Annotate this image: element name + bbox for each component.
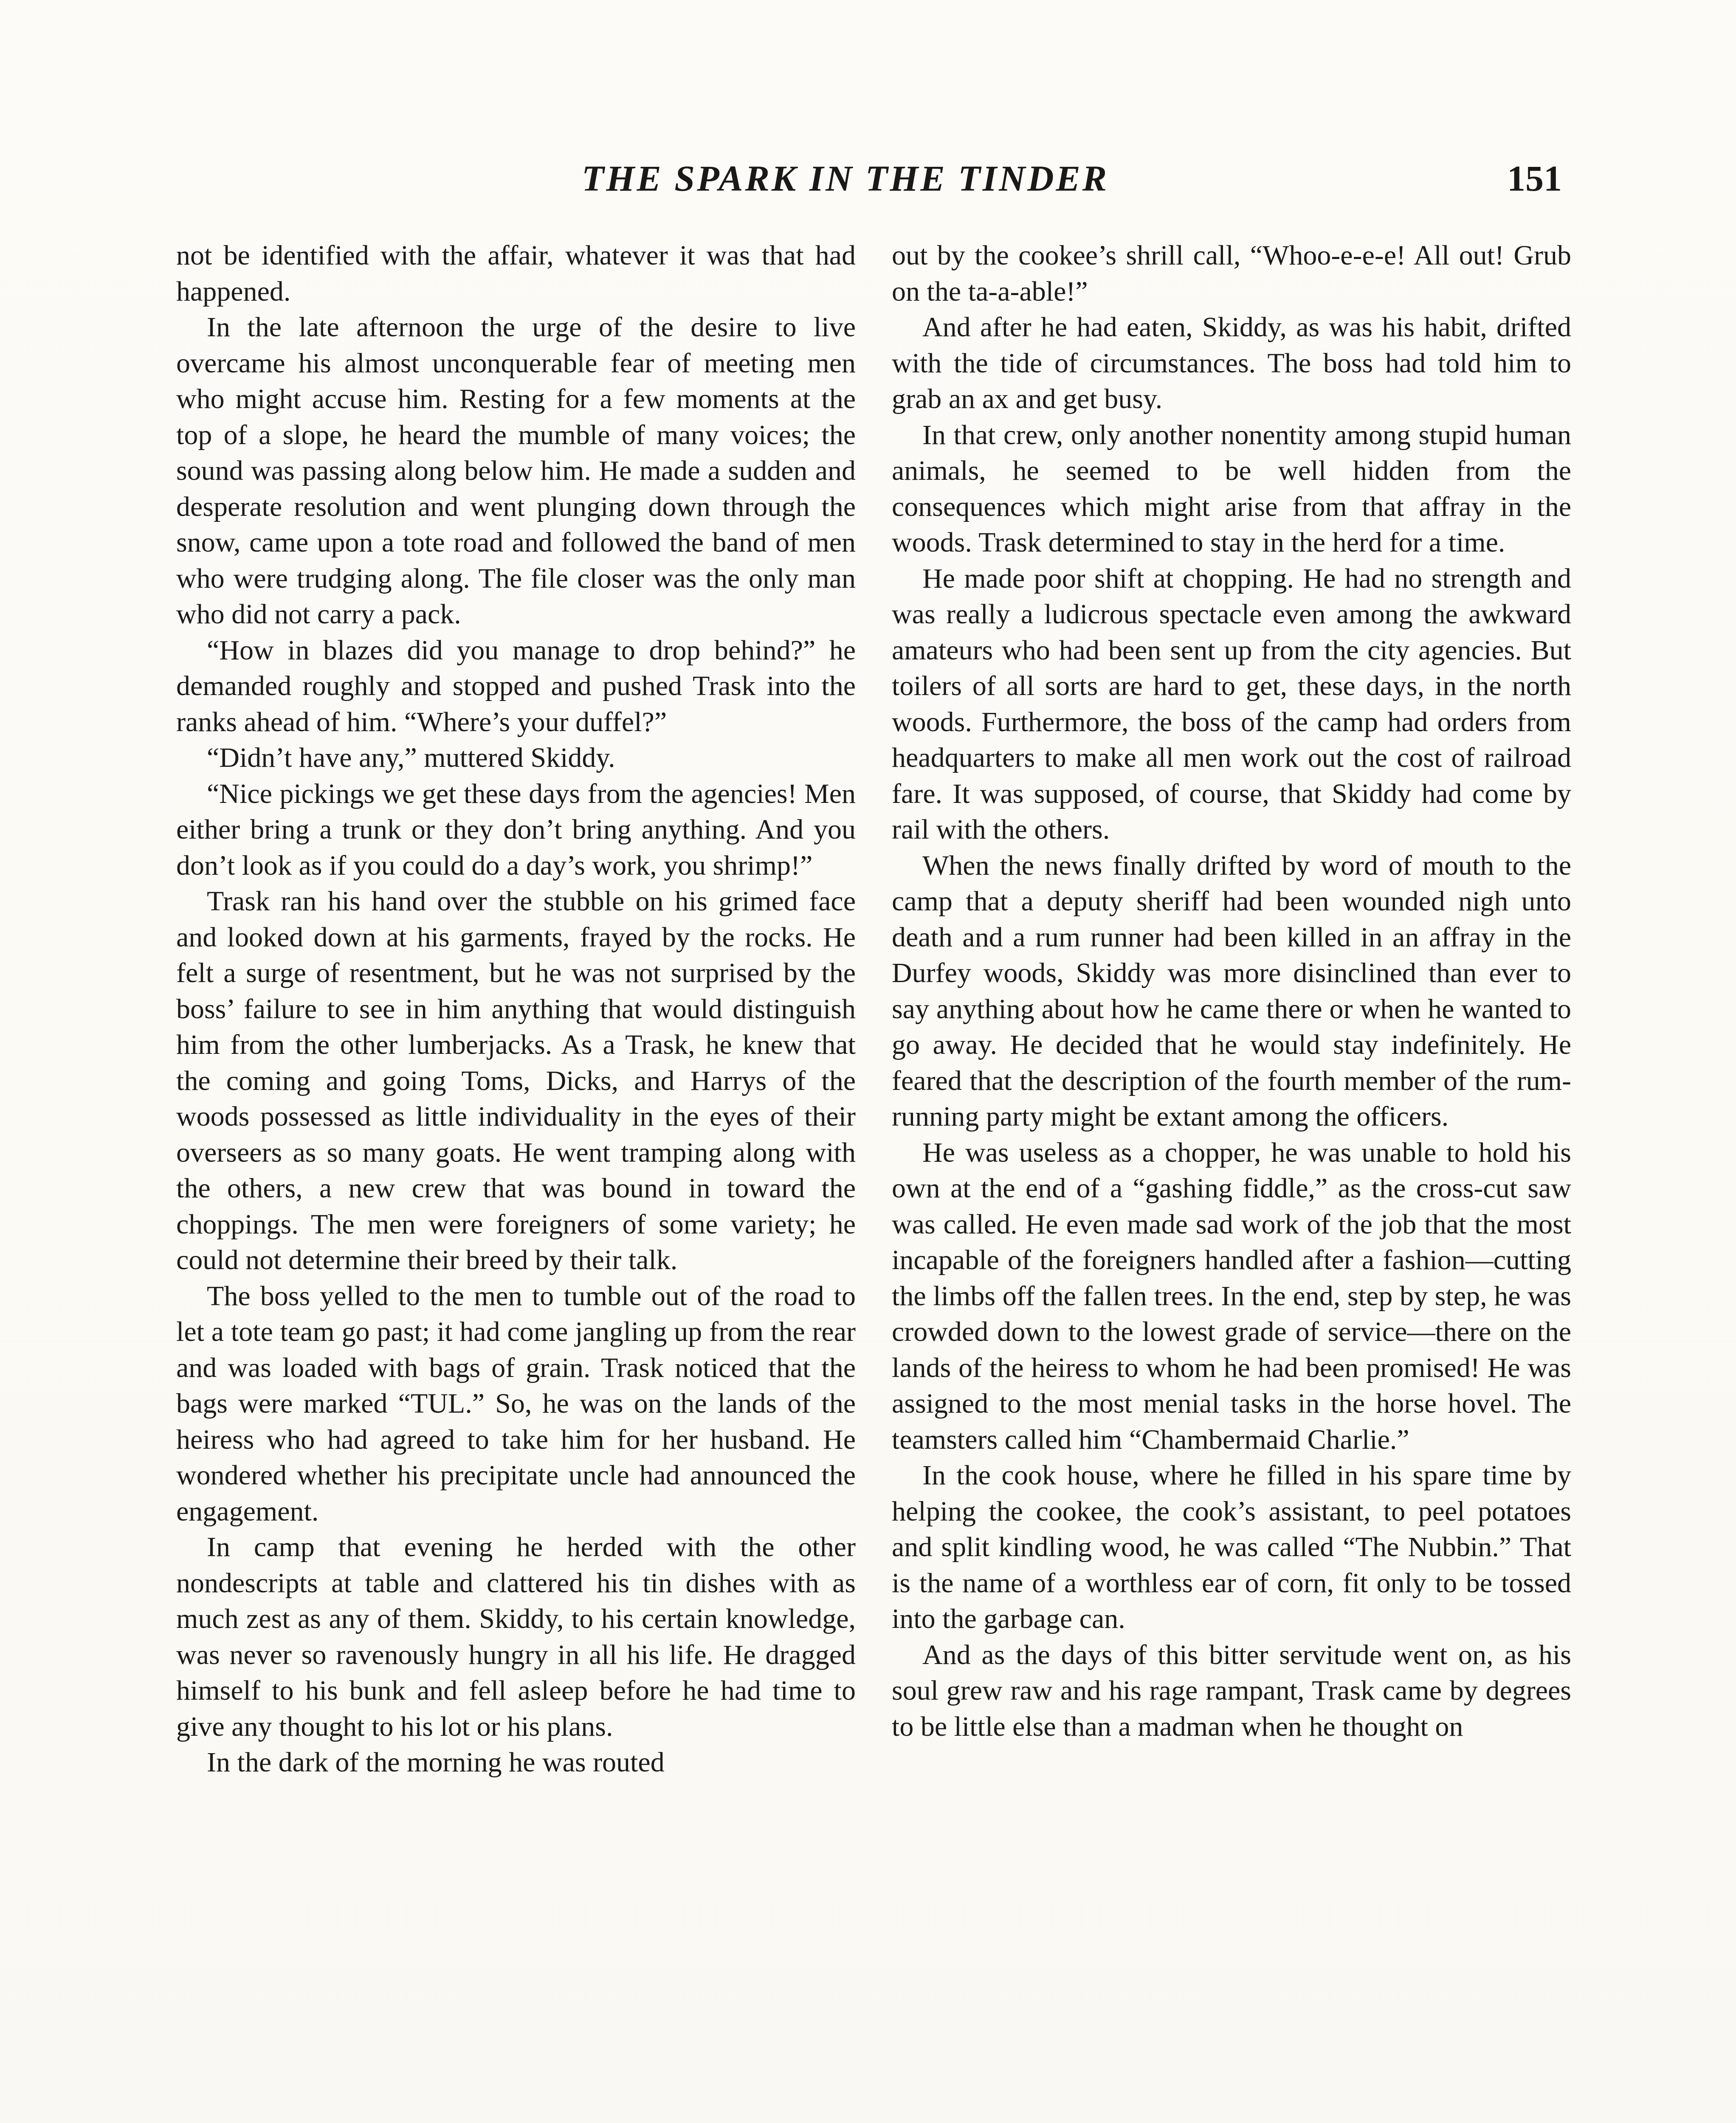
paragraph: And after he had eaten, Skiddy, as was his habit, drifted with the tide of circumstances. The boss had told him to grab an ax and get busy. [892,312,1571,414]
paragraph: “Didn’t have any,” muttered Skiddy. [207,742,615,773]
paragraph: not be identified with the affair, whatever it was that had happened. [176,240,856,307]
paragraph: In the late afternoon the urge of the desire to live overcame his almost unconquerable fear of meeting men who might accuse him. Resting for a few moments at the top of a slope, he heard the mumble of many voices; the sound was passing along below him. He made a sudden and desperate resolution and went plunging down through the snow, came upon a tote road and followed the band of men who were trudging along. The file closer was the only man who did not carry a pack. [176,312,856,630]
paragraph: In that crew, only another nonentity among stupid human animals, he seemed to be well hidden from the consequences which might arise from that affray in the woods. Trask determined to stay in the herd for a time. [892,419,1571,558]
paragraph: And as the days of this bitter servitude went on, as his soul grew raw and his rage rampant, Trask came by degrees to be little else than a madman when he thought on [892,1639,1571,1742]
page-number: 151 [1507,158,1562,199]
paragraph: In the dark of the morning he was routed [207,1747,665,1778]
paragraph: When the news finally drifted by word of mouth to the camp that a deputy sheriff had been wounded nigh unto death and a rum runner had been killed in an affray in the Durfey woods, Skiddy was more disinclined than ever to say anything about how he came there or when he wanted to go away. He decided that he would stay indefinitely. He feared that the description of the fourth member of the rum-running party might be extant among the officers. [892,850,1571,1132]
left-text-column [176,238,856,1781]
paragraph: The boss yelled to the men to tumble out of the road to let a tote team go past; it had come jangling up from the rear and was loaded with bags of grain. Trask noticed that the bags were marked “TUL.” So, he was on the lands of the heiress who had agreed to take him for her husband. He wondered whether his precipitate uncle had announced the engagement. [176,1280,856,1527]
paragraph: In the cook house, where he filled in his spare time by helping the cookee, the cook’s assistant, to peel potatoes and split kindling wood, he was called “The Nubbin.” That is the name of a worthless ear of corn, fit only to be tossed into the garbage can. [892,1460,1571,1634]
paragraph: “Nice pickings we get these days from the agencies! Men either bring a trunk or they don’t bring anything. And you don’t look as if you could do a day’s work, you shrimp!” [176,778,856,881]
running-head-title: THE SPARK IN THE TINDER [582,158,1109,199]
paragraph: “How in blazes did you manage to drop behind?” he demanded roughly and stopped and pushed Trask into the ranks ahead of him. “Where’s your duffel?” [176,634,856,738]
paragraph: Trask ran his hand over the stubble on his grimed face and looked down at his garments, frayed by the rocks. He felt a surge of resentment, but he was not surprised by the boss’ failure to see in him anything that would distinguish him from the other lumberjacks. As a Trask, he knew that the coming and going Toms, Dicks, and Harrys of the woods possessed as little individuality in the eyes of their overseers as so many goats. He went tramping along with the others, a new crew that was bound in toward the choppings. The men were foreigners of some variety; he could not determine their breed by their talk. [176,886,856,1275]
paragraph: out by the cookee’s shrill call, “Whoo-e-e-e! All out! Grub on the ta-a-able!” [892,240,1571,307]
paragraph: In camp that evening he herded with the other nondescripts at table and clattered his tin dishes with as much zest as any of them. Skiddy, to his certain knowledge, was never so ravenously hungry in all his life. He dragged himself to his bunk and fell asleep before he had time to give any thought to his lot or his plans. [176,1532,856,1742]
paragraph: He made poor shift at chopping. He had no strength and was really a ludicrous spectacle even among the awkward amateurs who had been sent up from the city agencies. But toilers of all sorts are hard to get, these days, in the north woods. Furthermore, the boss of the camp had orders from headquarters to make all men work out the cost of railroad fare. It was supposed, of course, that Skiddy had come by rail with the others. [892,563,1571,845]
right-text-column [892,238,1571,1745]
paragraph: He was useless as a chopper, he was unable to hold his own at the end of a “gashing fiddle,” as the cross-cut saw was called. He even made sad work of the job that the most incapable of the foreigners handled after a fashion—cutting the limbs off the fallen trees. In the end, step by step, he was crowded down to the lowest grade of service—there on the lands of the heiress to whom he had been promised! He was assigned to the most menial tasks in the horse hovel. The teamsters called him “Chambermaid Charlie.” [892,1137,1571,1455]
